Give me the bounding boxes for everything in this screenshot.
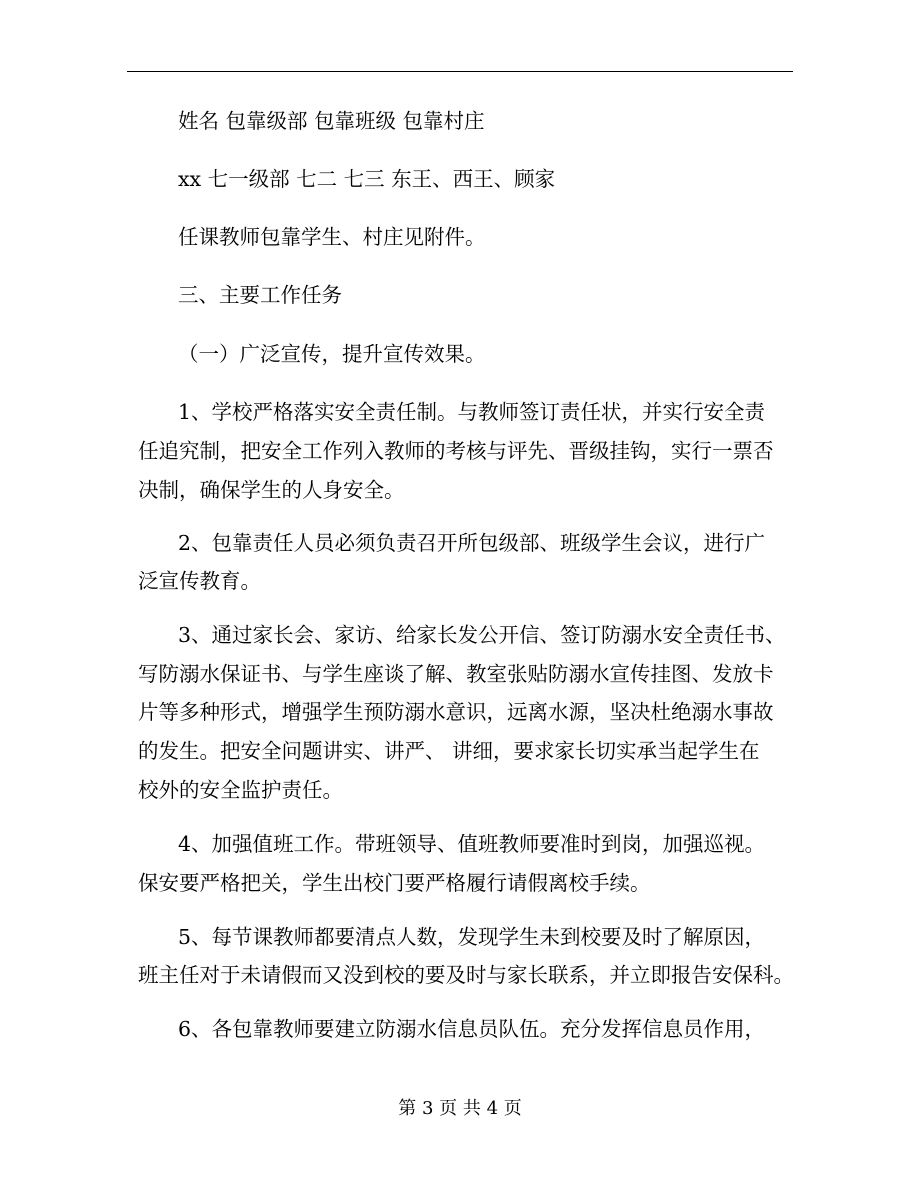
text-line: 5、每节课教师都要清点人数，发现学生未到校要及时了解原因， <box>178 925 766 949</box>
section-heading: 三、主要工作任务 <box>178 283 342 307</box>
text-line: 姓名 包靠级部 包靠班级 包靠村庄 <box>178 109 485 133</box>
text-line: 写防溺水保证书、与学生座谈了解、教室张贴防溺水宣传挂图、发放卡 <box>138 662 774 686</box>
text-line: 保安要严格把关，学生出校门要严格履行请假离校手续。 <box>138 871 651 895</box>
text-line: 任课教师包靠学生、村庄见附件。 <box>178 225 486 249</box>
text-line: 班主任对于未请假而又没到校的要及时与家长联系，并立即报告安保科。 <box>138 963 794 987</box>
text-line: xx 七一级部 七二 七三 东王、西王、顾家 <box>178 167 556 191</box>
text-line: 4、加强值班工作。带班领导、值班教师要准时到岗，加强巡视。 <box>178 832 766 856</box>
text-line: 校外的安全监护责任。 <box>138 778 343 802</box>
subsection-heading: （一）广泛宣传，提升宣传效果。 <box>178 342 486 366</box>
text-line: 任追究制，把安全工作列入教师的考核与评先、晋级挂钩，实行一票否 <box>138 439 774 463</box>
text-line: 2、包靠责任人员必须负责召开所包级部、班级学生会议，进行广 <box>178 531 766 555</box>
text-line: 的发生。把安全问题讲实、讲严、 讲细，要求家长切实承当起学生在 <box>138 739 760 763</box>
text-line: 泛宣传教育。 <box>138 569 261 593</box>
text-line: 决制，确保学生的人身安全。 <box>138 478 405 502</box>
text-line: 6、各包靠教师要建立防溺水信息员队伍。充分发挥信息员作用， <box>178 1017 766 1041</box>
text-line: 3、通过家长会、家访、给家长发公开信、签订防溺水安全责任书、 <box>178 623 786 647</box>
text-line: 片等多种形式，增强学生预防溺水意识，远离水源，坚决杜绝溺水事故 <box>138 700 774 724</box>
header-rule <box>127 71 793 72</box>
text-line: 1、学校严格落实安全责任制。与教师签订责任状，并实行安全责 <box>178 400 766 424</box>
page-number-footer: 第 3 页 共 4 页 <box>398 1098 522 1119</box>
